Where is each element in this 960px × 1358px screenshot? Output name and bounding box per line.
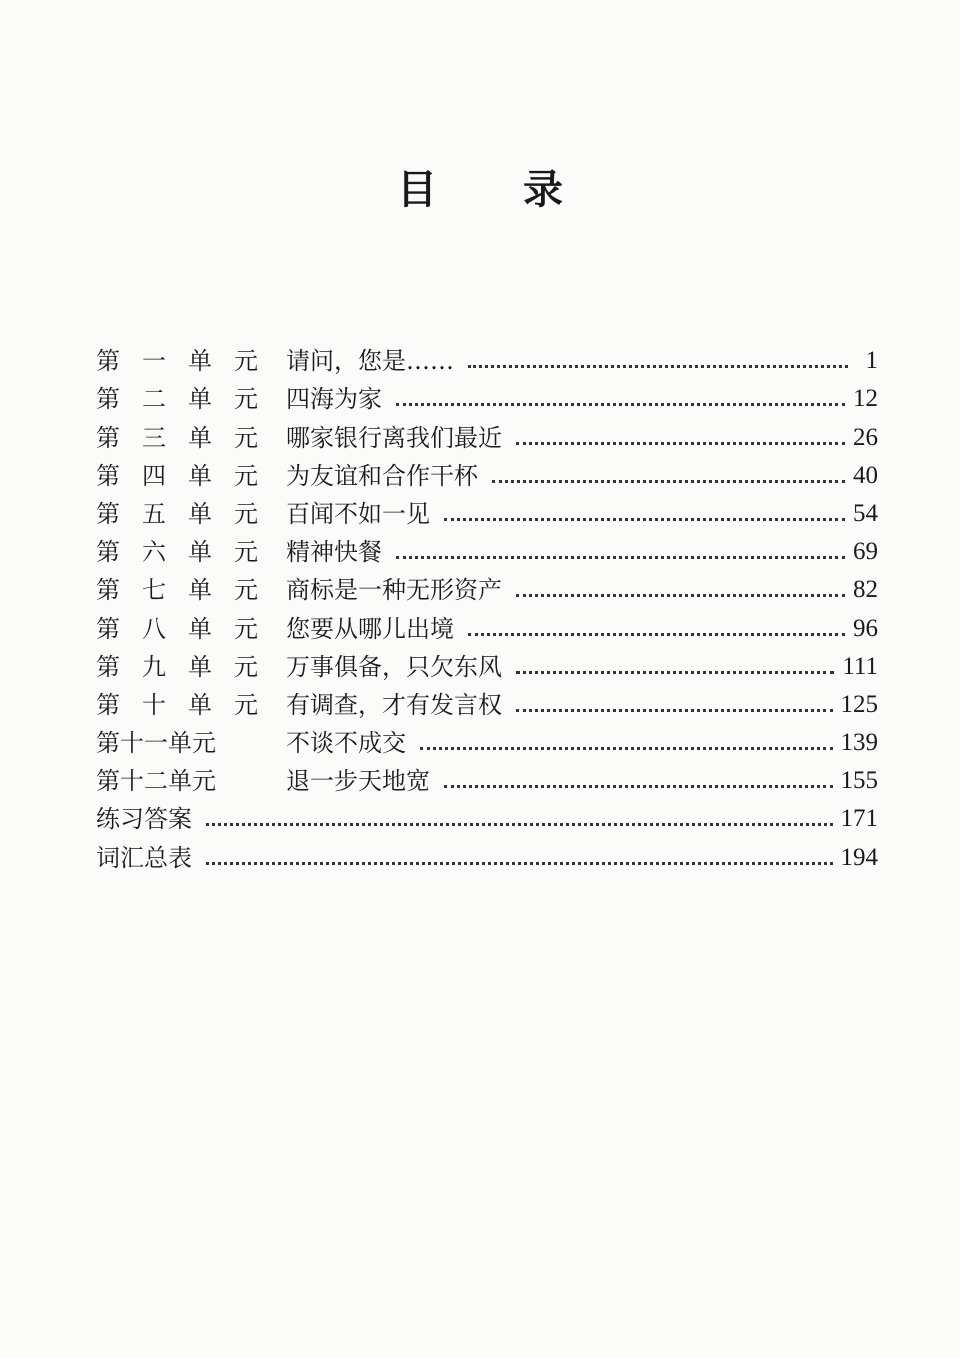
toc-entry[interactable] [96,758,878,796]
dot-leader [396,556,845,559]
dot-leader [468,633,845,636]
dot-leader [420,747,833,750]
toc-unit-char: 第十二单元 [96,767,216,796]
toc-entry[interactable] [96,376,878,414]
toc-page-number: 69 [853,538,878,566]
toc-entry-title: 练习答案 [96,805,192,834]
toc-unit-char: 元 [234,499,258,528]
toc-unit-char: 九 [142,652,166,681]
toc-entry[interactable] [96,644,878,682]
toc-entry[interactable] [96,529,878,567]
toc-unit-char: 单 [188,576,212,605]
toc-unit-char: 十 [142,690,166,719]
toc-page-number: 139 [840,729,878,757]
dot-leader [206,862,833,865]
toc-entry-title: 哪家银行离我们最近 [286,423,502,452]
toc-unit-char: 二 [142,385,166,414]
toc-unit-label [96,766,258,796]
toc-unit-char: 第 [96,347,120,376]
toc-unit-char: 第 [96,576,120,605]
toc-entry-title: 有调查，才有发言权 [286,690,502,719]
toc-unit-char: 七 [142,576,166,605]
toc-unit-label [96,614,258,644]
toc-entry[interactable] [96,491,878,529]
toc-unit-char: 单 [188,690,212,719]
toc-page-number: 40 [853,461,878,489]
toc-page-number: 26 [853,423,878,451]
toc-entry-title: 百闻不如一见 [286,499,430,528]
dot-leader [516,671,834,674]
toc-unit-char: 六 [142,538,166,567]
toc-entry[interactable] [96,682,878,720]
toc-entry[interactable] [96,414,878,452]
toc-entry[interactable] [96,834,878,872]
table-of-contents [96,338,878,873]
dot-leader [468,365,848,368]
toc-unit-char: 第 [96,423,120,452]
toc-unit-label [96,499,258,529]
toc-unit-label [96,652,258,682]
page-title [0,158,960,215]
toc-page-number: 54 [853,499,878,527]
dot-leader [492,480,845,483]
toc-page-number: 155 [840,767,878,795]
toc-entry-title: 精神快餐 [286,538,382,567]
title-char-1: 目 [397,167,437,213]
dot-leader [396,403,845,406]
toc-page-number: 125 [840,690,878,718]
toc-entry[interactable] [96,605,878,643]
toc-page-number: 1 [865,347,878,375]
toc-unit-label [96,384,258,414]
toc-entry-title: 请问，您是…… [286,347,454,376]
toc-unit-char: 第 [96,385,120,414]
dot-leader [516,594,845,597]
toc-page-number: 194 [840,843,878,871]
toc-unit-char: 第 [96,614,120,643]
toc-unit-char: 元 [234,347,258,376]
toc-unit-label [96,690,258,720]
toc-entry[interactable] [96,338,878,376]
toc-unit-char: 八 [142,614,166,643]
toc-entry-title: 商标是一种无形资产 [286,576,502,605]
toc-entry-title: 四海为家 [286,385,382,414]
dot-leader [206,823,833,826]
toc-page-number: 171 [840,805,878,833]
toc-unit-char: 单 [188,614,212,643]
toc-unit-label [96,461,258,491]
dot-leader [516,709,833,712]
toc-unit-char: 元 [234,614,258,643]
toc-unit-char: 第 [96,652,120,681]
toc-entry[interactable] [96,567,878,605]
toc-entry-title: 退一步天地宽 [286,767,430,796]
toc-unit-char: 元 [234,652,258,681]
toc-unit-label [96,537,258,567]
toc-unit-char: 五 [142,499,166,528]
toc-unit-char: 第 [96,499,120,528]
toc-unit-char: 第十一单元 [96,729,216,758]
toc-unit-char: 单 [188,423,212,452]
toc-unit-char: 单 [188,652,212,681]
toc-unit-char: 单 [188,499,212,528]
toc-entry-title: 词汇总表 [96,843,192,872]
toc-page-number: 111 [842,652,878,680]
toc-entry[interactable] [96,796,878,834]
toc-unit-char: 元 [234,690,258,719]
toc-unit-char: 单 [188,538,212,567]
toc-entry-title: 不谈不成交 [286,729,406,758]
toc-unit-char: 元 [234,538,258,567]
toc-entry[interactable] [96,720,878,758]
toc-entry[interactable] [96,453,878,491]
toc-unit-char: 单 [188,347,212,376]
toc-entry-title: 您要从哪儿出境 [286,614,454,643]
toc-unit-char: 元 [234,576,258,605]
dot-leader [516,442,845,445]
toc-page-number: 96 [853,614,878,642]
toc-unit-label [96,423,258,453]
toc-unit-char: 单 [188,461,212,490]
dot-leader [444,785,833,788]
toc-unit-char: 一 [142,347,166,376]
toc-unit-char: 四 [142,461,166,490]
toc-unit-char: 元 [234,385,258,414]
toc-entry-title: 万事俱备，只欠东风 [286,652,502,681]
toc-page-number: 12 [853,385,878,413]
toc-page-number: 82 [853,576,878,604]
toc-unit-label [96,728,258,758]
toc-unit-label [96,346,258,376]
toc-unit-char: 三 [142,423,166,452]
toc-unit-label [96,575,258,605]
dot-leader [444,518,845,521]
toc-unit-char: 第 [96,461,120,490]
toc-entry-title: 为友谊和合作干杯 [286,461,478,490]
toc-unit-char: 元 [234,461,258,490]
toc-unit-char: 第 [96,538,120,567]
toc-unit-char: 单 [188,385,212,414]
toc-unit-char: 第 [96,690,120,719]
title-char-2: 录 [523,167,563,213]
toc-unit-char: 元 [234,423,258,452]
